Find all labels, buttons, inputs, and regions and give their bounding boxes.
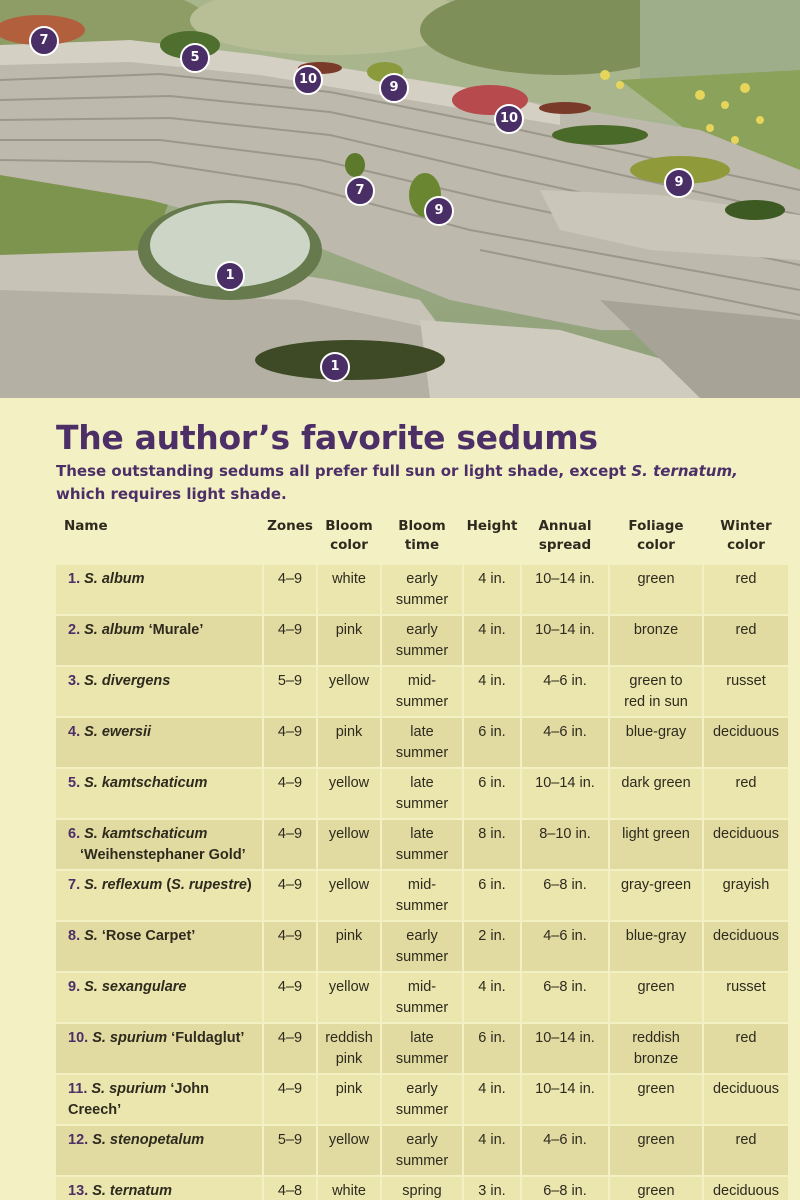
plant-number: 11. [68, 1081, 88, 1097]
cell-bloom-time [382, 871, 462, 920]
header-text: color [637, 537, 675, 553]
plant-cultivar: ‘Rose Carpet’ [97, 928, 196, 944]
cell-height: 2 in. [464, 922, 520, 971]
bloom-time-text: early [406, 571, 438, 587]
cell-zones: 4–9 [264, 922, 316, 971]
plant-marker: 7 [345, 176, 375, 206]
plant-species: S. album [84, 571, 145, 587]
cell-annual-spread: 10–14 in. [522, 565, 608, 614]
subtitle-text: which requires light shade. [56, 485, 287, 503]
plant-species: S. rupestre [171, 877, 247, 893]
bloom-time-text: summer [395, 898, 449, 914]
plant-number: 6. [68, 826, 81, 842]
cell-zones: 4–9 [264, 616, 316, 665]
header-text: Bloom [398, 518, 446, 534]
cell-bloom-time [382, 973, 462, 1022]
plant-number: 8. [68, 928, 81, 944]
plant-species: S. [84, 928, 98, 944]
header-bloom-time [382, 517, 462, 563]
plant-cultivar: ) [246, 877, 252, 893]
cell-height: 4 in. [464, 1126, 520, 1175]
cell-annual-spread: 10–14 in. [522, 1024, 608, 1073]
plant-marker: 10 [494, 104, 524, 134]
table-row [56, 820, 788, 869]
article-section [0, 398, 800, 1200]
header-annual-spread [522, 517, 608, 563]
cell-height: 6 in. [464, 1024, 520, 1073]
cell-bloom-color: yellow [318, 769, 380, 818]
sedum-table [54, 515, 790, 1200]
cell-height: 4 in. [464, 565, 520, 614]
plant-marker: 7 [29, 26, 59, 56]
cell-bloom-time [382, 922, 462, 971]
cell-bloom-color: yellow [318, 871, 380, 920]
cell-foliage-color [610, 616, 702, 665]
cell-height: 8 in. [464, 820, 520, 869]
plant-marker: 9 [664, 168, 694, 198]
table-row [56, 1126, 788, 1175]
cell-bloom-time [382, 565, 462, 614]
bloom-time-text: mid- [407, 979, 437, 995]
cell-annual-spread: 4–6 in. [522, 718, 608, 767]
header-winter-color [704, 517, 788, 563]
cell-winter-color: red [704, 769, 788, 818]
cell-name [56, 1126, 262, 1175]
foliage-text: bronze [633, 1051, 679, 1067]
plant-species: S. sexangulare [84, 979, 187, 995]
header-name: Name [64, 518, 108, 534]
cell-foliage-color [610, 871, 702, 920]
cell-bloom-color: reddish pink [318, 1024, 380, 1073]
cell-zones: 5–9 [264, 1126, 316, 1175]
cell-bloom-time [382, 769, 462, 818]
bloom-time-text: summer [395, 847, 449, 863]
cell-bloom-color: pink [318, 718, 380, 767]
cell-bloom-time [382, 1075, 462, 1124]
cell-zones: 4–9 [264, 871, 316, 920]
cell-bloom-time [382, 667, 462, 716]
header-text: Bloom [325, 518, 373, 534]
plant-cultivar: ‘Murale’ [144, 622, 204, 638]
article-subtitle [56, 460, 786, 506]
bloom-time-text: summer [395, 694, 449, 710]
cell-zones: 4–9 [264, 973, 316, 1022]
cell-annual-spread: 4–6 in. [522, 1126, 608, 1175]
cell-bloom-color: pink [318, 922, 380, 971]
cell-annual-spread: 8–10 in. [522, 820, 608, 869]
plant-species: S. stenopetalum [92, 1132, 205, 1148]
cell-bloom-color: pink [318, 1075, 380, 1124]
cell-height: 6 in. [464, 769, 520, 818]
cell-foliage-color [610, 1126, 702, 1175]
cell-name [56, 922, 262, 971]
cell-name [56, 565, 262, 614]
plant-number: 9. [68, 979, 81, 995]
bloom-time-text: summer [395, 949, 449, 965]
plant-species: S. spurium [92, 1030, 168, 1046]
cell-height: 4 in. [464, 973, 520, 1022]
cell-name [56, 667, 262, 716]
plant-number: 10. [68, 1030, 89, 1046]
cell-name [56, 973, 262, 1022]
bloom-time-text: late [410, 1030, 434, 1046]
cell-winter-color: grayish [704, 871, 788, 920]
cell-zones: 4–9 [264, 820, 316, 869]
foliage-text: light green [622, 826, 690, 842]
cell-bloom-color: white [318, 1177, 380, 1200]
table-header-row [56, 517, 788, 563]
cell-annual-spread: 10–14 in. [522, 769, 608, 818]
plant-species: S. ewersii [84, 724, 152, 740]
cell-bloom-time [382, 1126, 462, 1175]
plant-marker: 1 [215, 261, 245, 291]
cell-winter-color: deciduous [704, 1177, 788, 1200]
table-row [56, 718, 788, 767]
header-text: spread [538, 537, 592, 553]
plant-cultivar: ‘Weihenstephaner Gold’ [80, 847, 246, 863]
plant-species: S. kamtschaticum [84, 826, 208, 842]
cell-foliage-color [610, 820, 702, 869]
table-row [56, 973, 788, 1022]
cell-bloom-time [382, 820, 462, 869]
plant-marker: 5 [180, 43, 210, 73]
header-text: color [727, 537, 765, 553]
header-zones: Zones [267, 518, 313, 534]
cell-zones: 4–9 [264, 565, 316, 614]
cell-foliage-color [610, 1177, 702, 1200]
cell-name [56, 1075, 262, 1124]
bloom-time-text: early [406, 1081, 438, 1097]
header-bloom-color [318, 517, 380, 563]
foliage-text: green [637, 1183, 675, 1199]
cell-winter-color: russet [704, 973, 788, 1022]
plant-cultivar: ( [162, 877, 172, 893]
table-row [56, 1024, 788, 1073]
cell-foliage-color [610, 1075, 702, 1124]
foliage-text: blue-gray [625, 724, 687, 740]
cell-annual-spread: 6–8 in. [522, 973, 608, 1022]
plant-cultivar: ‘John Creech’ [68, 1081, 210, 1118]
cell-winter-color: red [704, 1126, 788, 1175]
bloom-time-text: late [410, 826, 434, 842]
cell-foliage-color [610, 667, 702, 716]
bloom-time-text: early [406, 928, 438, 944]
foliage-text: dark green [621, 775, 691, 791]
cell-zones: 5–9 [264, 667, 316, 716]
plant-species: S. divergens [84, 673, 171, 689]
cell-height: 4 in. [464, 1075, 520, 1124]
bloom-time-text: summer [395, 592, 449, 608]
foliage-text: green to [629, 673, 683, 689]
cell-annual-spread: 10–14 in. [522, 1075, 608, 1124]
bloom-time-text: spring [402, 1183, 442, 1199]
plant-number: 12. [68, 1132, 89, 1148]
bloom-time-text: early [406, 622, 438, 638]
cell-foliage-color [610, 565, 702, 614]
header-text: time [404, 537, 440, 553]
cell-bloom-color: yellow [318, 1126, 380, 1175]
cell-bloom-color: yellow [318, 820, 380, 869]
cell-name [56, 1024, 262, 1073]
bloom-time-text: summer [395, 643, 449, 659]
cell-zones: 4–9 [264, 718, 316, 767]
cell-annual-spread: 4–6 in. [522, 667, 608, 716]
cell-winter-color: deciduous [704, 1075, 788, 1124]
subtitle-text: These outstanding sedums all prefer full sun or light shade, except [56, 462, 632, 480]
cell-annual-spread: 4–6 in. [522, 922, 608, 971]
header-text: Foliage [628, 518, 684, 534]
cell-bloom-time [382, 616, 462, 665]
cell-name [56, 718, 262, 767]
cell-zones: 4–9 [264, 1075, 316, 1124]
cell-name [56, 820, 262, 869]
cell-annual-spread: 10–14 in. [522, 616, 608, 665]
bloom-time-text: summer [395, 745, 449, 761]
bloom-time-text: early [406, 1132, 438, 1148]
table-row [56, 667, 788, 716]
cell-winter-color: red [704, 616, 788, 665]
table-row [56, 1177, 788, 1200]
foliage-text: bronze [633, 622, 679, 638]
plant-species: S. album [84, 622, 145, 638]
plant-species: S. kamtschaticum [84, 775, 208, 791]
plant-species: S. reflexum [84, 877, 163, 893]
table-body [56, 565, 788, 1200]
cell-bloom-time [382, 1177, 462, 1200]
plant-number: 3. [68, 673, 81, 689]
cell-foliage-color [610, 1024, 702, 1073]
plant-species: S. spurium [91, 1081, 167, 1097]
bloom-time-text: summer [395, 1153, 449, 1169]
foliage-text: green [637, 1132, 675, 1148]
table-row [56, 922, 788, 971]
plant-marker: 9 [379, 73, 409, 103]
bloom-time-text: late [410, 724, 434, 740]
garden-photo [0, 0, 800, 398]
plant-species: S. ternatum [92, 1183, 172, 1199]
foliage-text: green [637, 1081, 675, 1097]
bloom-time-text: late [410, 775, 434, 791]
cell-bloom-color: yellow [318, 973, 380, 1022]
cell-bloom-time [382, 1024, 462, 1073]
bloom-time-text: summer [395, 1000, 449, 1016]
header-foliage-color [610, 517, 702, 563]
table-row [56, 565, 788, 614]
plant-number: 7. [68, 877, 81, 893]
stone-wall-illustration [0, 0, 800, 398]
foliage-text: green [637, 979, 675, 995]
bloom-time-text: mid- [407, 877, 437, 893]
plant-marker: 10 [293, 65, 323, 95]
cell-height: 3 in. [464, 1177, 520, 1200]
cell-zones: 4–8 [264, 1177, 316, 1200]
cell-name [56, 871, 262, 920]
plant-number: 2. [68, 622, 81, 638]
foliage-text: blue-gray [625, 928, 687, 944]
cell-winter-color: deciduous [704, 820, 788, 869]
cell-winter-color: russet [704, 667, 788, 716]
cell-winter-color: deciduous [704, 922, 788, 971]
cell-winter-color: red [704, 565, 788, 614]
header-text: Annual [538, 518, 592, 534]
header-height: Height [466, 518, 518, 534]
plant-number: 1. [68, 571, 81, 587]
cell-winter-color: red [704, 1024, 788, 1073]
table-row [56, 616, 788, 665]
plant-number: 5. [68, 775, 81, 791]
cell-height: 6 in. [464, 871, 520, 920]
cell-bloom-time [382, 718, 462, 767]
cell-winter-color: deciduous [704, 718, 788, 767]
cell-height: 4 in. [464, 667, 520, 716]
plant-number: 13. [68, 1183, 89, 1199]
cell-annual-spread: 6–8 in. [522, 1177, 608, 1200]
cell-name [56, 769, 262, 818]
foliage-text: red in sun [624, 694, 688, 710]
bloom-time-text: summer [395, 796, 449, 812]
plant-marker: 9 [424, 196, 454, 226]
cell-height: 6 in. [464, 718, 520, 767]
cell-annual-spread: 6–8 in. [522, 871, 608, 920]
foliage-text: gray-green [620, 877, 692, 893]
cell-foliage-color [610, 922, 702, 971]
header-text: color [330, 537, 368, 553]
bloom-time-text: summer [395, 1102, 449, 1118]
foliage-text: reddish [632, 1030, 680, 1046]
cell-bloom-color: pink [318, 616, 380, 665]
cell-zones: 4–9 [264, 1024, 316, 1073]
bloom-time-text: summer [395, 1051, 449, 1067]
plant-marker: 1 [320, 352, 350, 382]
cell-name [56, 1177, 262, 1200]
subtitle-italic: S. ternatum, [631, 462, 738, 480]
table-row [56, 1075, 788, 1124]
header-text: Winter [720, 518, 772, 534]
plant-cultivar: ‘Fuldaglut’ [167, 1030, 245, 1046]
cell-bloom-color: yellow [318, 667, 380, 716]
cell-foliage-color [610, 769, 702, 818]
article-title: The author’s favorite sedums [56, 418, 598, 457]
plant-number: 4. [68, 724, 81, 740]
cell-foliage-color [610, 718, 702, 767]
cell-height: 4 in. [464, 616, 520, 665]
table-row [56, 871, 788, 920]
cell-name [56, 616, 262, 665]
cell-bloom-color: white [318, 565, 380, 614]
bloom-time-text: mid- [407, 673, 437, 689]
cell-zones: 4–9 [264, 769, 316, 818]
cell-foliage-color [610, 973, 702, 1022]
table-row [56, 769, 788, 818]
foliage-text: green [637, 571, 675, 587]
